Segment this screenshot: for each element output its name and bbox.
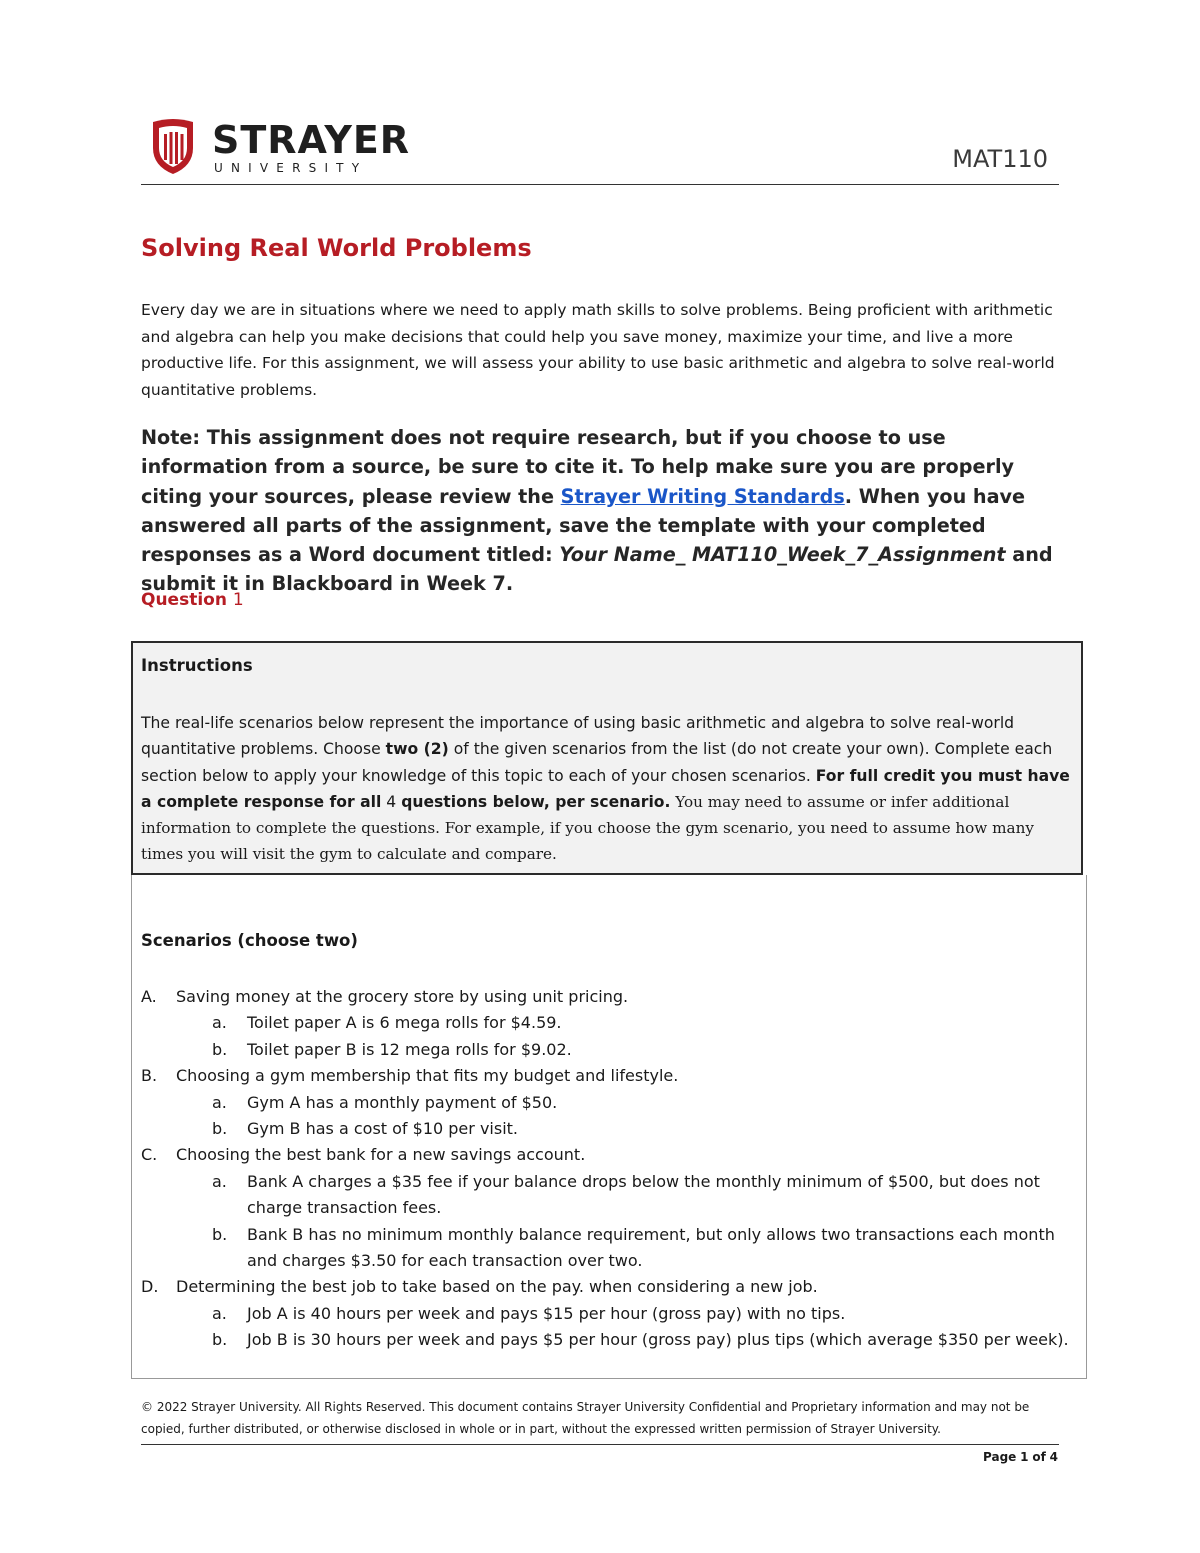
scenario-label: A. (141, 987, 157, 1006)
footer-divider (141, 1444, 1059, 1445)
sub-label: b. (212, 1224, 228, 1244)
scenario-sub-item (141, 1037, 1076, 1063)
scenario-sub-item (141, 1010, 1076, 1036)
instructions-t1: The real-life scenarios below represent the importance of using basic arithmetic and algebra to solve real-world quantitative problems. Choose (141, 714, 1015, 759)
logo-subtitle: UNIVERSITY (214, 161, 368, 175)
intro-paragraph: Every day we are in situations where we need to apply math skills to solve problems. Being proficient with arithmetic and algebra can help you make decisions that could help you save money, maximize your time, and live a more productive life. For this assignment, we will assess your ability to use basic arithmetic and algebra to solve real-world quantitative problems. (141, 301, 1055, 399)
strayer-writing-standards-link[interactable]: Strayer Writing Standards (560, 484, 845, 508)
question-number: 1 (232, 590, 244, 610)
scenario-sub-item (141, 1301, 1076, 1327)
sub-text: Gym B has a cost of $10 per visit. (247, 1119, 518, 1139)
sub-label: a. (212, 1013, 227, 1033)
scenario-sub-item (141, 1169, 1076, 1222)
scenario-item (141, 984, 1076, 1010)
instructions-b2: For full credit you must have a complete response for all (141, 766, 1070, 811)
note-paragraph (141, 423, 1071, 599)
scenario-text: Saving money at the grocery store by using unit pricing. (176, 987, 629, 1006)
instructions-b3: questions below, per scenario. (401, 792, 671, 811)
question-heading (141, 590, 244, 610)
scenarios-title: Scenarios (choose two) (141, 931, 358, 950)
sub-label: a. (212, 1092, 227, 1112)
sub-label: b. (212, 1039, 228, 1059)
scenario-item (141, 1274, 1076, 1300)
scenario-label: D. (141, 1277, 159, 1297)
sub-text: Bank A charges a $35 fee if your balance drops below the monthly minimum of $500, but does not charge transaction fees. (247, 1171, 1040, 1218)
sub-text: Toilet paper B is 12 mega rolls for $9.02. (247, 1039, 572, 1059)
strayer-logo (150, 118, 410, 180)
sub-label: a. (212, 1303, 227, 1323)
sub-text: Gym A has a monthly payment of $50. (247, 1092, 558, 1112)
question-label: Question (141, 590, 227, 610)
shield-logo-icon (150, 118, 196, 176)
sub-label: b. (212, 1119, 228, 1139)
note-text-1: Note: This assignment does not require research, but if you choose to use information from a source, be sure to cite it. To help make sure you are properly citing your sources, please review the (141, 426, 1015, 508)
scenario-item (141, 1063, 1076, 1089)
logo-wordmark: STRAYER (212, 118, 411, 162)
instructions-text (141, 710, 1073, 868)
scenario-sub-item (141, 1222, 1076, 1275)
footer-copyright: © 2022 Strayer University. All Rights Reserved. This document contains Strayer University Confidential and Proprietary information and may not be copied, further distributed, or otherwise disclosed in whole or in part, without the expressed written permission of Strayer University. (141, 1400, 1030, 1436)
instructions-t3: 4 (381, 792, 402, 811)
note-filename: Your Name_ MAT110_Week_7_Assignment (559, 543, 1006, 567)
page-total: 4 (1049, 1450, 1058, 1464)
sub-label: a. (212, 1171, 227, 1191)
scenario-sub-item (141, 1327, 1076, 1353)
sub-text: Job B is 30 hours per week and pays $5 per hour (gross pay) plus tips (which average $350 per week). (247, 1330, 1069, 1350)
course-code: MAT110 (952, 145, 1048, 173)
note-text-3: and submit it in Blackboard in Week 7. (141, 543, 1053, 596)
sub-text: Toilet paper A is 6 mega rolls for $4.59. (247, 1013, 562, 1033)
scenario-text: Determining the best job to take based on the pay. when considering a new job. (176, 1277, 818, 1297)
page-label: Page (983, 1450, 1017, 1464)
note-text-2: . When you have answered all parts of the assignment, save the template with your completed responses as a Word document titled: (141, 484, 1026, 567)
scenario-label: B. (141, 1066, 158, 1086)
scenario-sub-item (141, 1116, 1076, 1142)
sub-text: Bank B has no minimum monthly balance requirement, but only allows two transactions each month and charges $3.50 for each transaction over two. (247, 1224, 1055, 1271)
sub-text: Job A is 40 hours per week and pays $15 per hour (gross pay) with no tips. (247, 1303, 846, 1323)
header-divider (141, 184, 1059, 185)
page-current: 1 (1020, 1450, 1029, 1464)
page-of: of (1032, 1450, 1046, 1464)
scenario-label: C. (141, 1145, 158, 1165)
page-title: Solving Real World Problems (141, 234, 532, 262)
sub-label: b. (212, 1330, 228, 1350)
instructions-title: Instructions (141, 656, 253, 675)
instructions-t2: of the given scenarios from the list (do not create your own). Complete each section below to apply your knowledge of this topic to each of your chosen scenarios. (141, 740, 1053, 785)
scenarios-list (141, 984, 1076, 1354)
scenario-text: Choosing the best bank for a new savings account. (176, 1145, 586, 1165)
page-number (983, 1450, 1058, 1464)
scenario-sub-item (141, 1090, 1076, 1116)
instructions-t4: You may need to assume or infer additional information to complete the questions. For example, if you choose the gym scenario, you need to assume how many times you will visit the gym to calculate and compare. (141, 792, 1034, 864)
scenario-item (141, 1142, 1076, 1168)
scenario-text: Choosing a gym membership that fits my budget and lifestyle. (176, 1066, 679, 1086)
instructions-b1: two (2) (385, 740, 449, 759)
